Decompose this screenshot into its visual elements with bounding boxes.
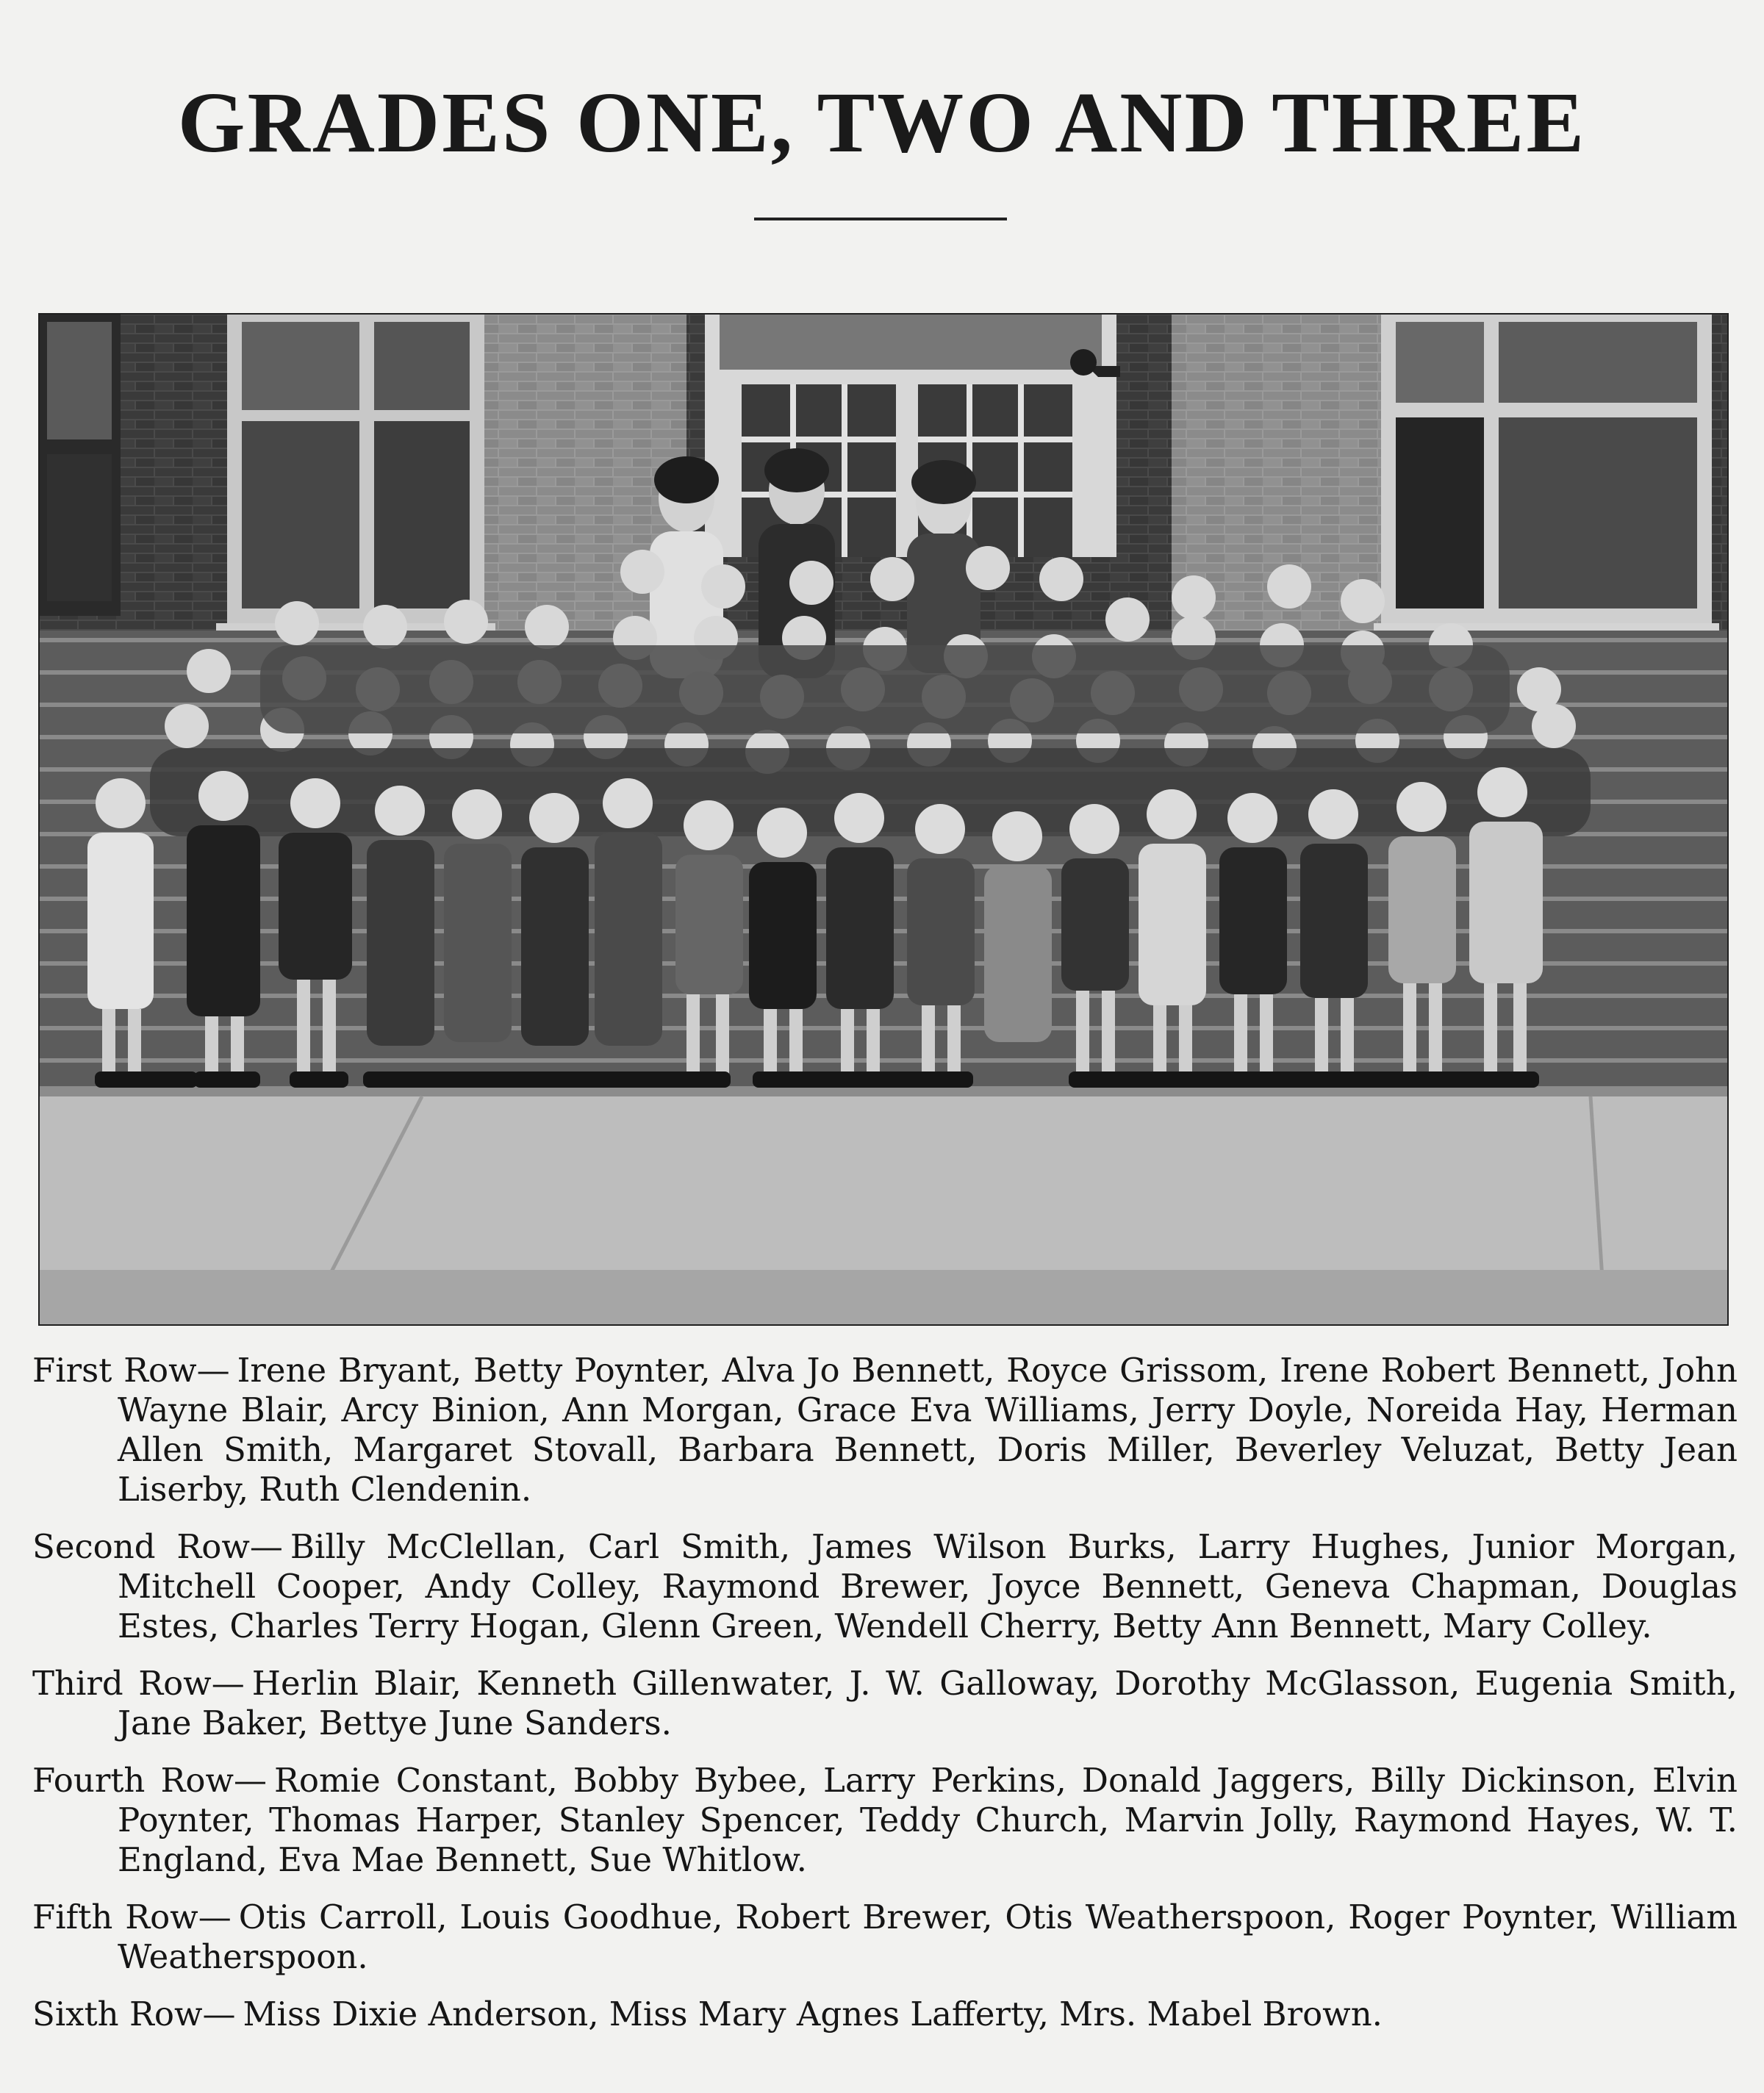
row-label: Second Row— bbox=[32, 1527, 283, 1566]
row-names: Miss Dixie Anderson, Miss Mary Agnes Lafferty, Mrs. Mabel Brown. bbox=[243, 1995, 1383, 2033]
photo-caption bbox=[32, 1351, 1738, 2052]
sidewalk bbox=[40, 1086, 1727, 1324]
caption-first-row bbox=[32, 1351, 1738, 1509]
row-label: Third Row— bbox=[32, 1664, 245, 1703]
caption-fourth-row bbox=[32, 1761, 1738, 1880]
row-names: Herlin Blair, Kenneth Gillenwater, J. W. Galloway, Dorothy McGlasson, Eugenia Smith, Jane Baker, Bettye June Sanders. bbox=[118, 1664, 1738, 1742]
row-label: Fourth Row— bbox=[32, 1761, 268, 1800]
caption-fifth-row bbox=[32, 1898, 1738, 1977]
row-label: First Row— bbox=[32, 1351, 230, 1390]
row-label: Sixth Row— bbox=[32, 1995, 236, 2033]
row-names: Otis Carroll, Louis Goodhue, Robert Brewer, Otis Weatherspoon, Roger Poynter, William Weatherspoon. bbox=[118, 1898, 1738, 1976]
row-names: Irene Bryant, Betty Poynter, Alva Jo Bennett, Royce Grissom, Irene Robert Bennett, John Wayne Blair, Arcy Binion, Ann Morgan, Grace Eva Williams, Jerry Doyle, Noreida Hay, Herman Allen Smith, Margaret Stovall, Barbara Bennett, Doris Miller, Beverley Veluzat, Betty Jean Liserby, Ruth Clendenin. bbox=[118, 1351, 1738, 1509]
caption-third-row bbox=[32, 1664, 1738, 1743]
school-doors bbox=[705, 315, 1120, 557]
caption-second-row bbox=[32, 1527, 1738, 1646]
row-label: Fifth Row— bbox=[32, 1898, 232, 1936]
row-names: Billy McClellan, Carl Smith, James Wilson Burks, Larry Hughes, Junior Morgan, Mitchell Cooper, Andy Colley, Raymond Brewer, Joyce Bennett, Geneva Chapman, Douglas Estes, Charles Terry Hogan, Glenn Green, Wendell Cherry, Betty Ann Bennett, Mary Colley. bbox=[118, 1527, 1738, 1645]
row-names: Romie Constant, Bobby Bybee, Larry Perkins, Donald Jaggers, Billy Dickinson, Elvin Poynter, Thomas Harper, Stanley Spencer, Teddy Church, Marvin Jolly, Raymond Hayes, W. T. England, Eva Mae Bennett, Sue Whitlow. bbox=[118, 1761, 1738, 1879]
right-windows bbox=[1374, 315, 1719, 639]
class-photo-illustration bbox=[40, 315, 1727, 1324]
caption-sixth-row bbox=[32, 1995, 1738, 2034]
left-windows bbox=[40, 315, 495, 639]
title-divider bbox=[754, 218, 1007, 220]
page-title: GRADES ONE, TWO AND THREE bbox=[177, 74, 1587, 170]
class-photo bbox=[38, 313, 1729, 1326]
